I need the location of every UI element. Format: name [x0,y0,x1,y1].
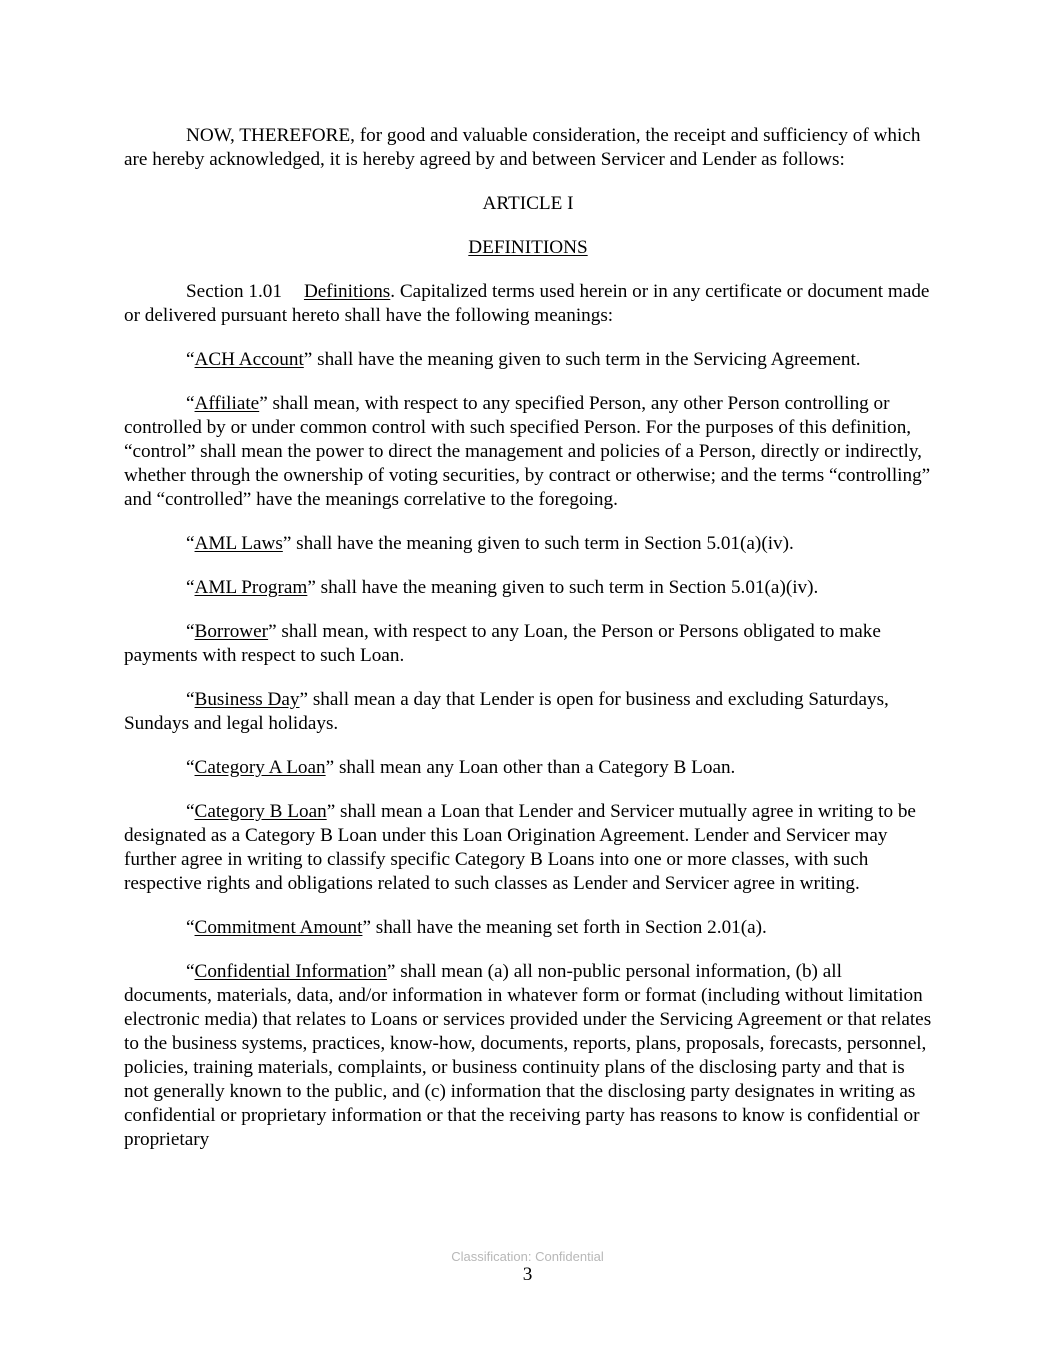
definition-term: Business Day [194,689,300,710]
section-heading: Definitions [303,281,391,302]
definition-text: ” shall have the meaning given to such term in Section 5.01(a)(iv). [307,577,819,598]
definition-text: ” shall mean a day that Lender is open for business and excluding Saturdays, Sundays and legal holidays. [124,689,889,734]
article-number: ARTICLE I [482,193,574,214]
definition-business-day: “Business Day” shall mean a day that Lender is open for business and excluding Saturdays, Sundays and legal holidays. [124,689,889,734]
definition-commitment-amount: “Commitment Amount” shall have the meaning set forth in Section 2.01(a). [186,917,767,938]
definition-confidential-information: “Confidential Information” shall mean (a) all non-public personal information, (b) all documents, materials, data, and/or information in whatever form or format (including without limitation electronic media) that relates to Loans or services provided under the Servicing Agreement or that relates to the business systems, practices, know-how, documents, reports, plans, proposals, forecasts, personnel, policies, training materials, complaints, or business continuity plans of the disclosing party and that is not generally known to the public, and (c) information that the disclosing party designates in writing as confidential or proprietary information or that the receiving party has reasons to know is confidential or proprietary [124,961,932,1150]
section-number: Section 1.01 [186,281,282,302]
definition-affiliate: “Affiliate” shall mean, with respect to any specified Person, any other Person controlling or controlled by or under common control with such specified Person. For the purposes of this definition, “control” shall mean the power to direct the management and policies of a Person, directly or indirectly, whether through the ownership of voting securities, by contract or otherwise; and the terms “controlling” and “controlled” have the meanings correlative to the foregoing. [124,393,931,510]
article-title-text: DEFINITIONS [468,237,588,258]
definition-aml-laws: “AML Laws” shall have the meaning given to such term in Section 5.01(a)(iv). [186,533,794,554]
definition-text: ” shall mean any Loan other than a Category B Loan. [325,757,736,778]
definition-aml-program: “AML Program” shall have the meaning given to such term in Section 5.01(a)(iv). [186,577,819,598]
definition-term: Category A Loan [194,757,326,778]
definition-term: Commitment Amount [194,917,363,938]
definition-text: ” shall mean, with respect to any Loan, the Person or Persons obligated to make payments with respect to such Loan. [124,621,881,666]
page-body [124,124,932,1152]
definition-text: ” shall mean (a) all non-public personal information, (b) all documents, materials, data, and/or information in whatever form or format (including without limitation electronic media) that relates to Loans or services provided under the Servicing Agreement or that relates to the business systems, practices, know-how, documents, reports, plans, proposals, forecasts, personnel, policies, training materials, complaints, or business continuity plans of the disclosing party and that is not generally known to the public, and (c) information that the disclosing party designates in writing as confidential or proprietary information or that the receiving party has reasons to know is confidential or proprietary [124,961,932,1150]
definition-borrower: “Borrower” shall mean, with respect to any Loan, the Person or Persons obligated to make payments with respect to such Loan. [124,621,881,666]
definition-term: ACH Account [194,349,304,370]
intro-paragraph: NOW, THEREFORE, for good and valuable consideration, the receipt and sufficiency of which are hereby acknowledged, it is hereby agreed by and between Servicer and Lender as follows: [124,125,921,170]
definition-text: ” shall mean, with respect to any specified Person, any other Person controlling or controlled by or under common control with such specified Person. For the purposes of this definition, “control” shall mean the power to direct the management and policies of a Person, directly or indirectly, whether through the ownership of voting securities, by contract or otherwise; and the terms “controlling” and “controlled” have the meanings correlative to the foregoing. [124,393,931,510]
definition-term: Confidential Information [194,961,387,982]
section-text: . Capitalized terms used herein or in any certificate or document made or delivered pursuant hereto shall have the following meanings: [124,281,930,326]
definition-text: ” shall have the meaning given to such term in the Servicing Agreement. [303,349,861,370]
definition-text: ” shall mean a Loan that Lender and Servicer mutually agree in writing to be designated as a Category B Loan under this Loan Origination Agreement. Lender and Servicer may further agree in writing to classify specific Category B Loans into one or more classes, with such respective rights and obligations related to such classes as Lender and Servicer agree in writing. [124,801,916,894]
definition-text: ” shall have the meaning given to such term in Section 5.01(a)(iv). [282,533,794,554]
definition-term: Category B Loan [194,801,327,822]
classification-label: Classification: Confidential [451,1249,604,1264]
section-paragraph [124,280,932,328]
definition-term: AML Program [194,577,308,598]
definition-term: Borrower [194,621,269,642]
article-title [124,236,932,260]
definition-category-a-loan: “Category A Loan” shall mean any Loan other than a Category B Loan. [186,757,736,778]
definition-category-b-loan: “Category B Loan” shall mean a Loan that Lender and Servicer mutually agree in writing to be designated as a Category B Loan under this Loan Origination Agreement. Lender and Servicer may further agree in writing to classify specific Category B Loans into one or more classes, with such respective rights and obligations related to such classes as Lender and Servicer agree in writing. [124,801,916,894]
definition-text: ” shall have the meaning set forth in Section 2.01(a). [362,917,767,938]
page-number: 3 [522,1264,533,1285]
definition-term: Affiliate [194,393,260,414]
definition-term: AML Laws [194,533,283,554]
definition-ach-account: “ACH Account” shall have the meaning given to such term in the Servicing Agreement. [186,349,861,370]
